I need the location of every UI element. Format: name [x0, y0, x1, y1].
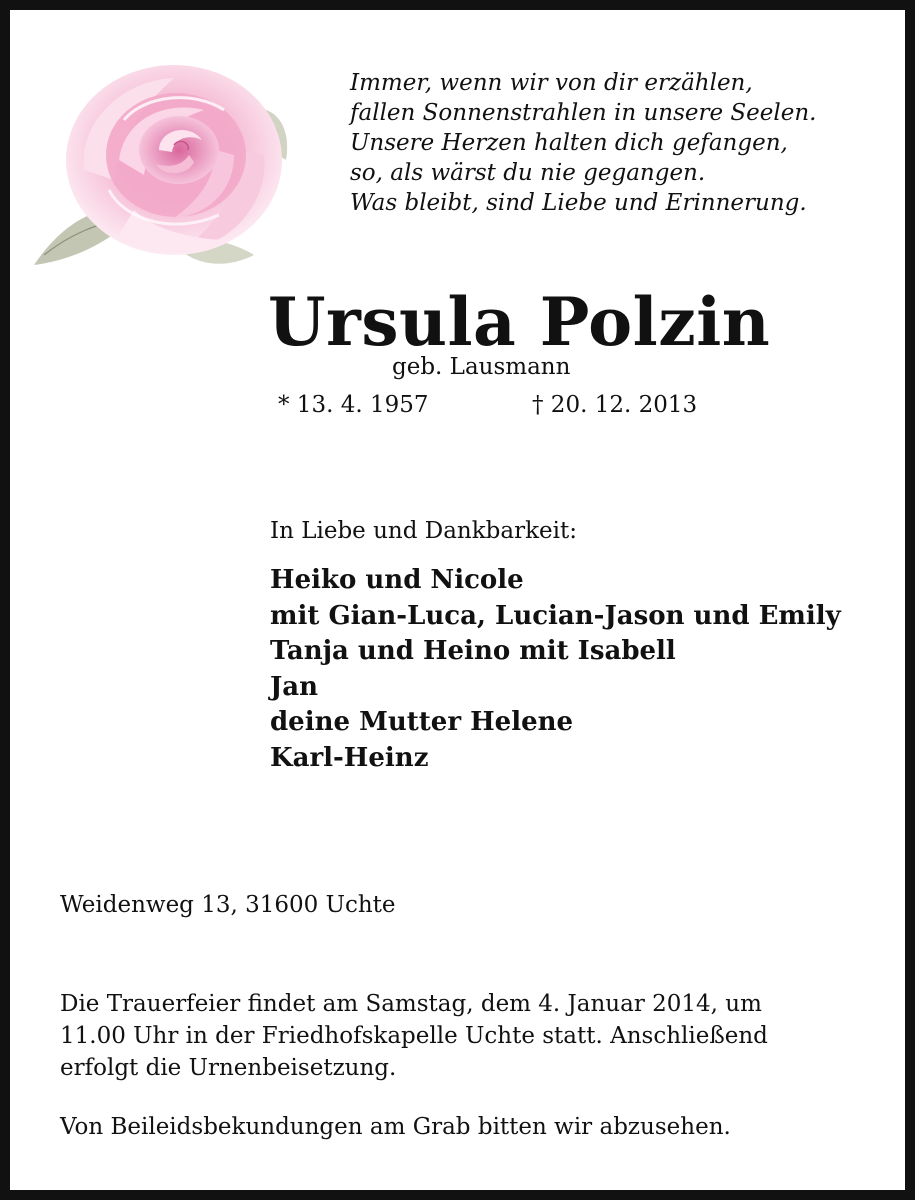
service-line: 11.00 Uhr in der Friedhofskapelle Uchte statt. Anschließend — [60, 1023, 768, 1049]
rose-illustration — [24, 50, 294, 275]
funeral-service-info — [60, 988, 880, 1084]
memorial-poem — [350, 68, 817, 218]
mourner-line: Jan — [270, 671, 319, 702]
deceased-name: Ursula Polzin — [268, 283, 771, 361]
condolence-note: Von Beileidsbekundungen am Grab bitten wir abzusehen. — [60, 1114, 731, 1140]
mourner-line: Tanja und Heino mit Isabell — [270, 636, 676, 666]
poem-line: Immer, wenn wir von dir erzählen, — [350, 70, 753, 96]
mourners-intro: In Liebe und Dankbarkeit: — [270, 518, 577, 544]
mourners-list — [270, 563, 841, 776]
mourner-line: Karl-Heinz — [270, 742, 429, 773]
maiden-name: geb. Lausmann — [392, 354, 571, 380]
poem-line: fallen Sonnenstrahlen in unsere Seelen. — [350, 100, 817, 126]
mourner-line: mit Gian-Luca, Lucian-Jason und Emily — [270, 600, 841, 631]
death-date: † 20. 12. 2013 — [532, 392, 698, 418]
mourner-line: deine Mutter Helene — [270, 707, 574, 737]
service-line: erfolgt die Urnenbeisetzung. — [60, 1055, 397, 1081]
poem-line: Unsere Herzen halten dich gefangen, — [350, 130, 788, 156]
poem-line: so, als wärst du nie gegangen. — [350, 160, 706, 186]
poem-line: Was bleibt, sind Liebe und Erinnerung. — [350, 190, 807, 216]
home-address: Weidenweg 13, 31600 Uchte — [60, 892, 396, 918]
mourner-line: Heiko und Nicole — [270, 565, 524, 595]
birth-date: * 13. 4. 1957 — [278, 392, 429, 418]
service-line: Die Trauerfeier findet am Samstag, dem 4. Januar 2014, um — [60, 991, 762, 1017]
